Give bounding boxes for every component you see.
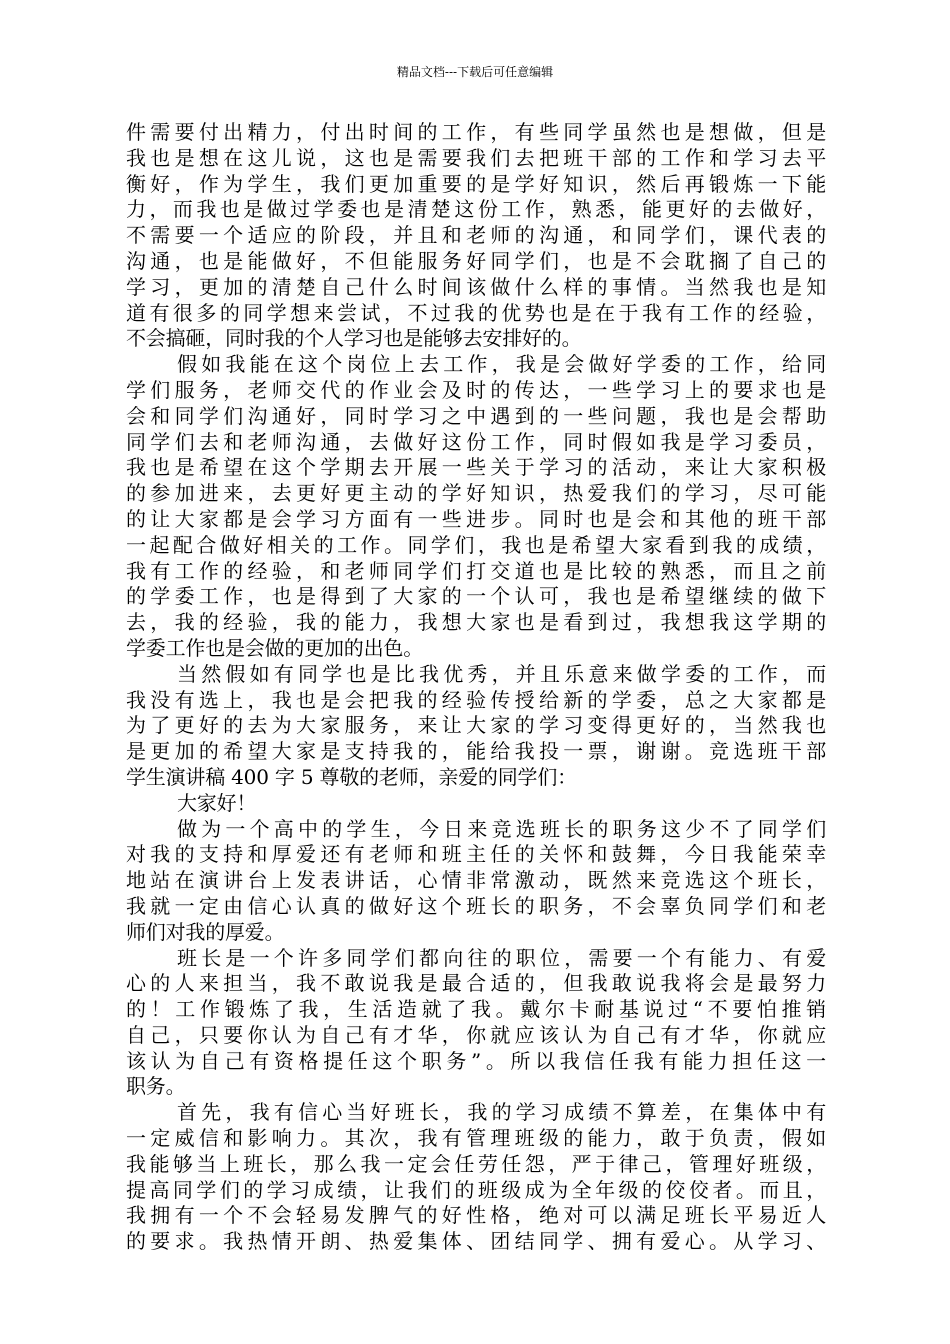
- text-line: 衡好，作为学生，我们更加重要的是学好知识，然后再锻炼一下能: [126, 171, 826, 196]
- text-line: 该认为自己有资格提任这个职务”。所以我信任我有能力担任这一: [126, 1048, 826, 1073]
- text-line: 为了更好的去为大家服务，来让大家的学习变得更好的，当然我也: [126, 713, 826, 738]
- text-line: 做为一个高中的学生，今日来竞选班长的职务这少不了同学们: [177, 816, 826, 841]
- text-line: 我也是希望在这个学期去开展一些关于学习的活动，来让大家积极: [126, 455, 826, 480]
- text-line: 职务。: [126, 1074, 186, 1099]
- text-line: 假如我能在这个岗位上去工作，我是会做好学委的工作，给同: [177, 352, 826, 377]
- text-line: 是更加的希望大家是支持我的，能给我投一票，谢谢。竞选班干部: [126, 739, 826, 764]
- text-line: 的学委工作，也是得到了大家的一个认可，我也是希望继续的做下: [126, 584, 826, 609]
- text-line: 大家好！: [177, 790, 257, 815]
- text-line: 我没有选上，我也是会把我的经验传授给新的学委，总之大家都是: [126, 687, 826, 712]
- text-line: 师们对我的厚爱。: [126, 919, 285, 944]
- text-line: 我拥有一个不会轻易发脾气的好性格，绝对可以满足班长平易近人: [126, 1203, 826, 1228]
- text-line: 的要求。我热情开朗、热爱集体、团结同学、拥有爱心。从学习、: [126, 1229, 826, 1254]
- text-line: 当然假如有同学也是比我优秀，并且乐意来做学委的工作，而: [177, 661, 826, 686]
- text-line: 我能够当上班长，那么我一定会任劳任怨，严于律己，管理好班级，: [126, 1151, 826, 1176]
- text-line: 一起配合做好相关的工作。同学们，我也是希望大家看到我的成绩，: [126, 532, 826, 557]
- text-line: 力，而我也是做过学委也是清楚这份工作，熟悉，能更好的去做好，: [126, 197, 826, 222]
- text-line: 自己，只要你认为自己有才华，你就应该认为自己有才华，你就应: [126, 1022, 826, 1047]
- text-line: 提高同学们的学习成绩，让我们的班级成为全年级的佼佼者。而且，: [126, 1177, 826, 1202]
- text-line: 去，我的经验，我的能力，我想大家也是看到过，我想我这学期的: [126, 610, 826, 635]
- text-line: 学生演讲稿 400 字 5 尊敬的老师，亲爱的同学们：: [126, 764, 577, 789]
- document-body: [126, 120, 826, 1255]
- text-line: 同学们去和老师沟通，去做好这份工作，同时假如我是学习委员，: [126, 429, 826, 454]
- text-line: 我就一定由信心认真的做好这个班长的职务，不会辜负同学们和老: [126, 893, 826, 918]
- text-line: 我有工作的经验，和老师同学们打交道也是比较的熟悉，而且之前: [126, 558, 826, 583]
- text-line: 不会搞砸，同时我的个人学习也是能够去安排好的。: [126, 326, 582, 351]
- text-line: 的参加进来，去更好更主动的学好知识，热爱我们的学习，尽可能: [126, 481, 826, 506]
- text-line: 学委工作也是会做的更加的出色。: [126, 635, 423, 660]
- text-line: 班长是一个许多同学们都向往的职位，需要一个有能力、有爱: [177, 945, 826, 970]
- text-line: 首先，我有信心当好班长，我的学习成绩不算差，在集体中有: [177, 1100, 826, 1125]
- page-header: 精品文档---下载后可任意编辑: [396, 65, 554, 79]
- text-line: 的！工作锻炼了我，生活造就了我。戴尔卡耐基说过“不要怕推销: [126, 997, 826, 1022]
- text-line: 学习，更加的清楚自己什么时间该做什么样的事情。当然我也是知: [126, 274, 826, 299]
- text-line: 一定威信和影响力。其次，我有管理班级的能力，敢于负责，假如: [126, 1126, 826, 1151]
- text-line: 会和同学们沟通好，同时学习之中遇到的一些问题，我也是会帮助: [126, 403, 826, 428]
- text-line: 的让大家都是会学习方面有一些进步。同时也是会和其他的班干部: [126, 506, 826, 531]
- text-line: 我也是想在这儿说，这也是需要我们去把班干部的工作和学习去平: [126, 145, 826, 170]
- text-line: 心的人来担当，我不敢说我是最合适的，但我敢说我将会是最努力: [126, 971, 826, 996]
- text-line: 件需要付出精力，付出时间的工作，有些同学虽然也是想做，但是: [126, 120, 826, 144]
- text-line: 沟通，也是能做好，不但能服务好同学们，也是不会耽搁了自己的: [126, 248, 826, 273]
- text-line: 对我的支持和厚爱还有老师和班主任的关怀和鼓舞，今日我能荣幸: [126, 842, 826, 867]
- text-line: 道有很多的同学想来尝试，不过我的优势也是在于我有工作的经验，: [126, 300, 826, 325]
- text-line: 学们服务，老师交代的作业会及时的传达，一些学习上的要求也是: [126, 377, 826, 402]
- text-line: 地站在演讲台上发表讲话，心情非常激动，既然来竞选这个班长，: [126, 868, 826, 893]
- text-line: 不需要一个适应的阶段，并且和老师的沟通，和同学们，课代表的: [126, 223, 826, 248]
